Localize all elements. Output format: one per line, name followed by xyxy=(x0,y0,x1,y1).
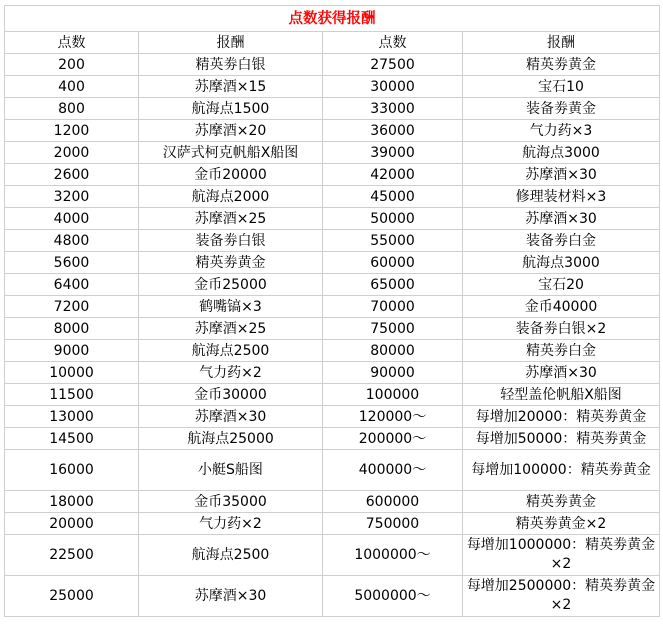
cell-reward-right: 宝石10 xyxy=(463,76,660,98)
cell-points-left: 25000 xyxy=(5,576,139,617)
cell-points-left: 10000 xyxy=(5,362,139,384)
cell-points-right: 600000 xyxy=(323,491,463,513)
cell-points-right: 55000 xyxy=(323,230,463,252)
cell-reward-right: 金币40000 xyxy=(463,296,660,318)
cell-points-right: 200000～ xyxy=(323,428,463,450)
cell-reward-right: 精英劵白金 xyxy=(463,340,660,362)
cell-reward-right: 苏摩酒×30 xyxy=(463,362,660,384)
cell-points-left: 5600 xyxy=(5,252,139,274)
cell-points-left: 13000 xyxy=(5,406,139,428)
title-row xyxy=(5,6,660,32)
cell-points-right: 5000000～ xyxy=(323,576,463,617)
cell-reward-right: 气力药×3 xyxy=(463,120,660,142)
cell-points-left: 7200 xyxy=(5,296,139,318)
cell-reward-left: 金币25000 xyxy=(139,274,323,296)
cell-reward-left: 气力药×2 xyxy=(139,362,323,384)
cell-points-right: 45000 xyxy=(323,186,463,208)
header-reward-left: 报酬 xyxy=(139,32,323,54)
rewards-table-body xyxy=(5,6,660,617)
cell-reward-left: 航海点25000 xyxy=(139,428,323,450)
cell-points-right: 36000 xyxy=(323,120,463,142)
table-row xyxy=(5,340,660,362)
table-row xyxy=(5,535,660,576)
cell-points-right: 42000 xyxy=(323,164,463,186)
table-row xyxy=(5,120,660,142)
cell-points-left: 6400 xyxy=(5,274,139,296)
table-row xyxy=(5,450,660,491)
cell-points-right: 75000 xyxy=(323,318,463,340)
cell-points-right: 39000 xyxy=(323,142,463,164)
cell-points-right: 90000 xyxy=(323,362,463,384)
table-row xyxy=(5,362,660,384)
table-row xyxy=(5,384,660,406)
cell-reward-right: 精英劵黄金 xyxy=(463,54,660,76)
cell-reward-left: 航海点2000 xyxy=(139,186,323,208)
table-row xyxy=(5,164,660,186)
cell-points-left: 4000 xyxy=(5,208,139,230)
cell-points-right: 100000 xyxy=(323,384,463,406)
cell-points-left: 1200 xyxy=(5,120,139,142)
cell-reward-right: 航海点3000 xyxy=(463,142,660,164)
table-row xyxy=(5,186,660,208)
cell-reward-right: 每增加20000：精英劵黄金 xyxy=(463,406,660,428)
cell-points-right: 1000000～ xyxy=(323,535,463,576)
cell-reward-right: 修理装材料×3 xyxy=(463,186,660,208)
cell-reward-left: 航海点2500 xyxy=(139,340,323,362)
cell-points-left: 20000 xyxy=(5,513,139,535)
header-reward-right: 报酬 xyxy=(463,32,660,54)
table-row xyxy=(5,208,660,230)
cell-points-left: 4800 xyxy=(5,230,139,252)
table-row xyxy=(5,513,660,535)
cell-reward-left: 小艇S船图 xyxy=(139,450,323,491)
table-row xyxy=(5,428,660,450)
cell-points-right: 750000 xyxy=(323,513,463,535)
rewards-table xyxy=(4,5,660,617)
cell-points-left: 16000 xyxy=(5,450,139,491)
cell-reward-left: 金币20000 xyxy=(139,164,323,186)
table-row xyxy=(5,576,660,617)
table-row xyxy=(5,318,660,340)
table-row xyxy=(5,76,660,98)
cell-reward-right: 每增加100000：精英劵黄金 xyxy=(463,450,660,491)
table-title: 点数获得报酬 xyxy=(5,6,660,32)
cell-reward-left: 航海点2500 xyxy=(139,535,323,576)
cell-points-left: 9000 xyxy=(5,340,139,362)
cell-reward-right: 宝石20 xyxy=(463,274,660,296)
cell-points-right: 33000 xyxy=(323,98,463,120)
cell-points-left: 800 xyxy=(5,98,139,120)
cell-reward-right: 轻型盖伦帆船X船图 xyxy=(463,384,660,406)
cell-reward-left: 气力药×2 xyxy=(139,513,323,535)
cell-reward-right: 精英劵黄金×2 xyxy=(463,513,660,535)
table-row xyxy=(5,406,660,428)
cell-reward-left: 鹤嘴镐×3 xyxy=(139,296,323,318)
cell-points-right: 30000 xyxy=(323,76,463,98)
cell-reward-right: 每增加2500000：精英劵黄金×2 xyxy=(463,576,660,617)
cell-reward-right: 苏摩酒×30 xyxy=(463,164,660,186)
cell-points-right: 50000 xyxy=(323,208,463,230)
cell-points-left: 18000 xyxy=(5,491,139,513)
cell-reward-left: 苏摩酒×30 xyxy=(139,576,323,617)
cell-reward-right: 航海点3000 xyxy=(463,252,660,274)
cell-reward-right: 苏摩酒×30 xyxy=(463,208,660,230)
header-points-right: 点数 xyxy=(323,32,463,54)
cell-points-left: 22500 xyxy=(5,535,139,576)
cell-points-left: 2000 xyxy=(5,142,139,164)
cell-points-right: 120000～ xyxy=(323,406,463,428)
cell-reward-right: 精英劵黄金 xyxy=(463,491,660,513)
table-row xyxy=(5,296,660,318)
table-row xyxy=(5,142,660,164)
table-row xyxy=(5,54,660,76)
cell-points-left: 3200 xyxy=(5,186,139,208)
cell-reward-right: 装备劵黄金 xyxy=(463,98,660,120)
cell-reward-left: 苏摩酒×15 xyxy=(139,76,323,98)
cell-reward-left: 金币30000 xyxy=(139,384,323,406)
cell-points-left: 200 xyxy=(5,54,139,76)
cell-points-left: 8000 xyxy=(5,318,139,340)
header-points-left: 点数 xyxy=(5,32,139,54)
table-row xyxy=(5,274,660,296)
cell-reward-right: 每增加50000：精英劵黄金 xyxy=(463,428,660,450)
cell-reward-left: 精英劵白银 xyxy=(139,54,323,76)
header-row xyxy=(5,32,660,54)
cell-points-left: 2600 xyxy=(5,164,139,186)
table-row xyxy=(5,252,660,274)
cell-points-right: 80000 xyxy=(323,340,463,362)
cell-reward-right: 每增加1000000：精英劵黄金×2 xyxy=(463,535,660,576)
cell-points-right: 400000～ xyxy=(323,450,463,491)
cell-reward-left: 苏摩酒×30 xyxy=(139,406,323,428)
table-row xyxy=(5,98,660,120)
cell-points-left: 400 xyxy=(5,76,139,98)
cell-reward-left: 苏摩酒×20 xyxy=(139,120,323,142)
cell-points-left: 11500 xyxy=(5,384,139,406)
cell-reward-left: 苏摩酒×25 xyxy=(139,318,323,340)
cell-reward-left: 精英劵黄金 xyxy=(139,252,323,274)
table-row xyxy=(5,491,660,513)
cell-reward-left: 苏摩酒×25 xyxy=(139,208,323,230)
cell-points-right: 60000 xyxy=(323,252,463,274)
cell-points-right: 70000 xyxy=(323,296,463,318)
cell-points-right: 65000 xyxy=(323,274,463,296)
cell-reward-right: 装备劵白金 xyxy=(463,230,660,252)
cell-points-right: 27500 xyxy=(323,54,463,76)
cell-points-left: 14500 xyxy=(5,428,139,450)
cell-reward-left: 装备劵白银 xyxy=(139,230,323,252)
cell-reward-right: 装备劵白银×2 xyxy=(463,318,660,340)
table-row xyxy=(5,230,660,252)
cell-reward-left: 航海点1500 xyxy=(139,98,323,120)
cell-reward-left: 金币35000 xyxy=(139,491,323,513)
cell-reward-left: 汉萨式柯克帆船X船图 xyxy=(139,142,323,164)
